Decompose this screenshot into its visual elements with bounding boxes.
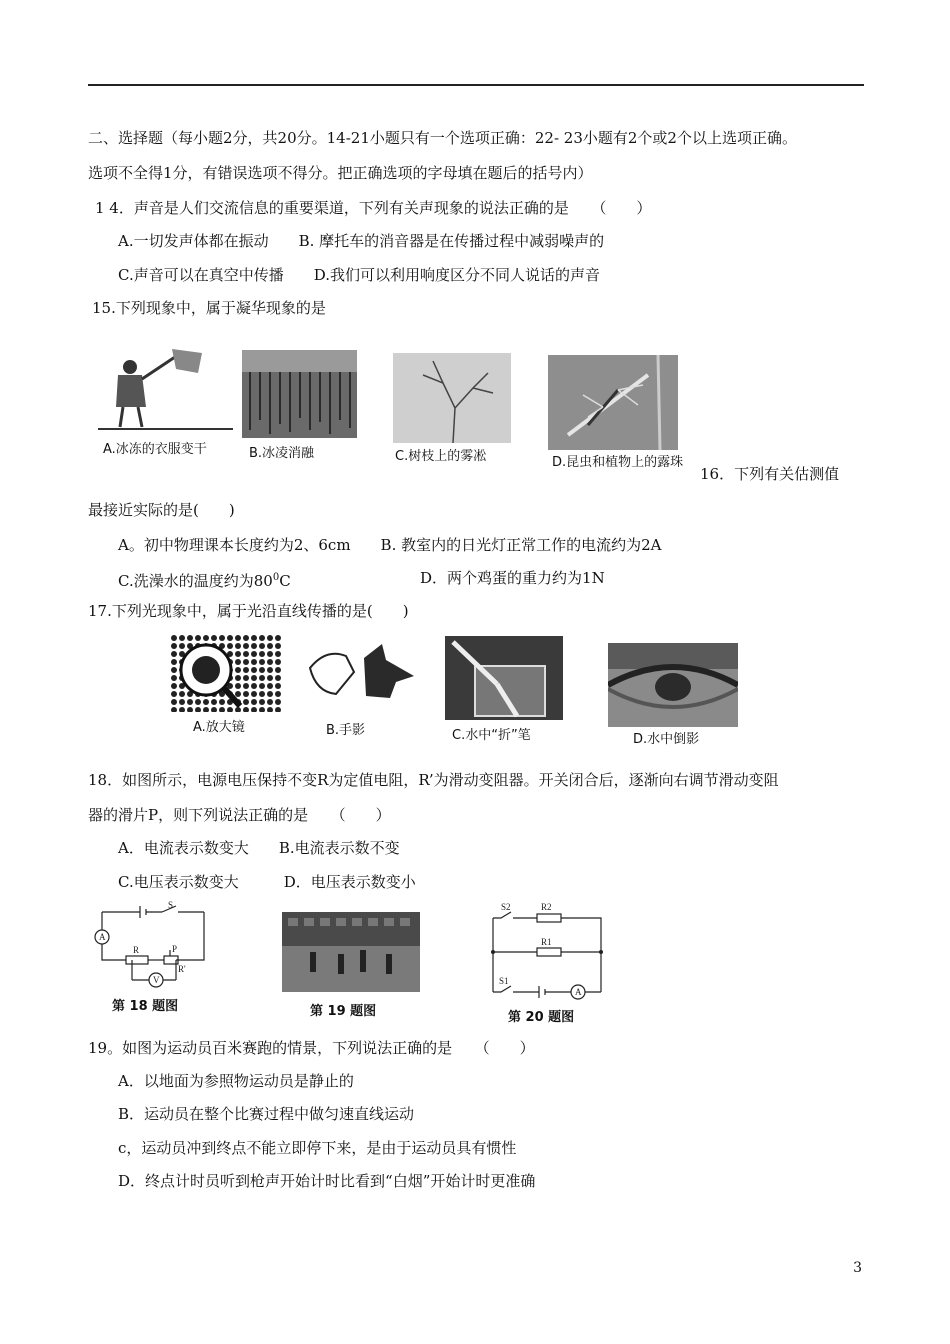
q14-options-line1: A.一切发声体都在振动 B. 摩托车的消音器是在传播过程中减弱噪声的 bbox=[118, 232, 605, 250]
q15-figure-b bbox=[242, 350, 357, 440]
q17-caption-a: A.放大镜 bbox=[193, 720, 245, 735]
q15-caption-c: C.树枝上的雾凇 bbox=[395, 449, 487, 464]
q19-option-d: D．终点计时员听到枪声开始计时比看到“白烟”开始计时更准确 bbox=[118, 1172, 536, 1190]
q19-option-a: A．以地面为参照物运动员是静止的 bbox=[118, 1072, 354, 1090]
q19-option-b: B．运动员在整个比赛过程中做匀速直线运动 bbox=[118, 1105, 415, 1123]
q19-option-c: c，运动员冲到终点不能立即停下来，是由于运动员具有惯性 bbox=[118, 1139, 517, 1157]
q16-option-c-sup: 0 bbox=[272, 572, 280, 583]
q18-stem-line2: 器的滑片P，则下列说法正确的是 （ ） bbox=[88, 806, 391, 824]
fig20-ammeter-label: A bbox=[575, 987, 582, 997]
q14-stem: 1 4．声音是人们交流信息的重要渠道，下列有关声现象的说法正确的是 （ ） bbox=[95, 199, 652, 217]
q16-option-c-unit: C bbox=[279, 572, 291, 590]
q16-option-c-text: C.洗澡水的温度约为80 bbox=[118, 572, 273, 590]
fig20-circuit bbox=[487, 900, 607, 1005]
q18-options-line2: C.电压表示数变大 D．电压表示数变小 bbox=[118, 873, 416, 891]
fig19-photo bbox=[282, 912, 422, 992]
fig19-caption: 第 19 题图 bbox=[310, 1004, 377, 1019]
fig18-ammeter-label: A bbox=[99, 932, 106, 942]
q17-figure-c bbox=[445, 636, 563, 720]
fig20-s1-label: S1 bbox=[499, 976, 509, 986]
q16-options-line2 bbox=[118, 568, 291, 591]
section-header-line1: 二、选择题（每小题2分，共20分。14-21小题只有一个选项正确：22- 23小题有2个或2个以上选项正确。 bbox=[88, 129, 797, 147]
fig18-rheostat-label: R' bbox=[178, 964, 186, 974]
fig20-r2-label: R2 bbox=[541, 902, 552, 912]
fig18-switch-label: S bbox=[168, 900, 174, 910]
q15-stem: 15.下列现象中，属于凝华现象的是 bbox=[92, 299, 326, 317]
q17-stem: 17.下列光现象中，属于光沿直线传播的是( ) bbox=[88, 602, 409, 620]
q16-stem-part2: 最接近实际的是( ) bbox=[88, 501, 235, 519]
q15-caption-d: D.昆虫和植物上的露珠 bbox=[552, 455, 684, 470]
q17-caption-d: D.水中倒影 bbox=[633, 732, 700, 747]
q15-figure-c bbox=[393, 353, 511, 443]
fig20-r1-label: R1 bbox=[541, 937, 552, 947]
q17-caption-c: C.水中“折”笔 bbox=[452, 728, 531, 743]
q17-figure-d bbox=[608, 643, 738, 727]
section-header-line2: 选项不全得1分，有错误选项不得分。把正确选项的字母填在题后的括号内） bbox=[88, 164, 593, 182]
fig18-resistor-label: R bbox=[133, 945, 140, 955]
q19-stem: 19。如图为运动员百米赛跑的情景，下列说法正确的是 （ ） bbox=[88, 1039, 535, 1057]
fig18-caption: 第 18 题图 bbox=[112, 999, 179, 1014]
fig20-s2-label: S2 bbox=[501, 902, 511, 912]
header-rule bbox=[88, 84, 864, 86]
q17-figure-a bbox=[170, 634, 282, 712]
fig18-slider-label: P bbox=[172, 944, 178, 954]
fig18-voltmeter-label: V bbox=[153, 975, 160, 985]
fig20-caption: 第 20 题图 bbox=[508, 1010, 575, 1025]
q18-stem-line1: 18．如图所示，电源电压保持不变R为定值电阻，R’为滑动变阻器。开关闭合后，逐渐向右调节滑动变阻 bbox=[88, 771, 779, 789]
q14-options-line2: C.声音可以在真空中传播 D.我们可以利用响度区分不同人说话的声音 bbox=[118, 266, 600, 284]
q18-options-line1: A．电流表示数变大 B.电流表示数不变 bbox=[118, 839, 400, 857]
fig18-circuit bbox=[92, 900, 212, 990]
q17-caption-b: B.手影 bbox=[326, 723, 366, 738]
q16-stem-part1: 16．下列有关估测值 bbox=[700, 465, 840, 483]
q16-option-d: D．两个鸡蛋的重力约为1N bbox=[420, 569, 605, 587]
q15-figure-d bbox=[548, 355, 678, 450]
q15-caption-b: B.冰凌消融 bbox=[249, 446, 315, 461]
page-number: 3 bbox=[853, 1260, 862, 1276]
q15-caption-a: A.冰冻的衣服变干 bbox=[103, 442, 207, 457]
q17-figure-b bbox=[306, 638, 418, 716]
q16-options-line1: A。初中物理课本长度约为2、6cm B. 教室内的日光灯正常工作的电流约为2A bbox=[118, 536, 662, 554]
